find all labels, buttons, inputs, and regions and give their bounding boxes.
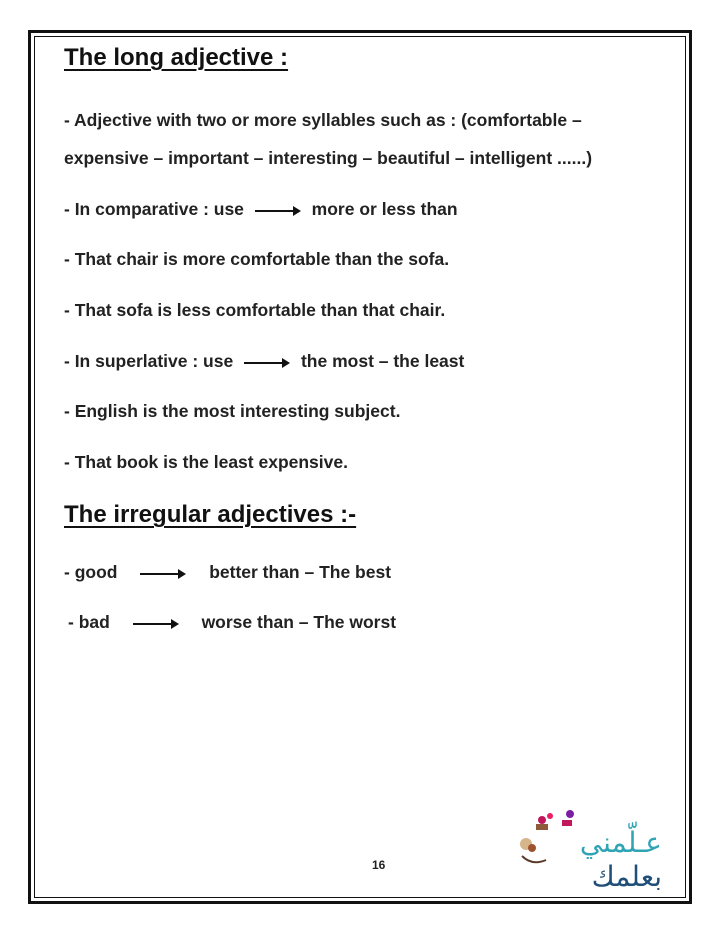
example-line-2: - That sofa is less comfortable than that chair.: [64, 300, 446, 320]
arrow-right-icon: [244, 356, 290, 368]
irregular-bad-value: worse than – The worst: [201, 612, 397, 632]
comparative-label: - In comparative : use: [64, 199, 244, 219]
irregular-good-value: better than – The best: [209, 562, 392, 582]
arrow-right-icon: [255, 204, 301, 216]
logo-text-top: عـلّمني: [579, 826, 662, 859]
comparative-value: more or less than: [311, 199, 458, 219]
superlative-value: the most – the least: [300, 351, 465, 371]
irregular-good-label: - good: [64, 562, 118, 582]
arrow-right-icon: [133, 617, 179, 629]
irregular-good-row: [64, 561, 391, 583]
brand-logo: [512, 806, 672, 896]
logo-decoration-icon: [520, 810, 574, 862]
heading-irregular-adjectives: The irregular adjectives :-: [64, 501, 357, 528]
comparative-rule: [64, 198, 458, 220]
definition-line-1: - Adjective with two or more syllables such as : (comfortable –: [64, 110, 582, 130]
arrow-right-icon: [140, 567, 186, 579]
irregular-bad-row: [68, 611, 396, 633]
example-line-1: - That chair is more comfortable than the sofa.: [64, 249, 450, 269]
example-line-3: - English is the most interesting subject.: [64, 401, 401, 421]
example-line-4: - That book is the least expensive.: [64, 452, 348, 472]
heading-long-adjective: The long adjective :: [64, 44, 289, 71]
logo-text-bottom: بعلمك: [591, 860, 662, 893]
superlative-label: - In superlative : use: [64, 351, 234, 371]
definition-line-2: expensive – important – interesting – beautiful – intelligent ......): [64, 148, 593, 168]
page-number: 16: [372, 858, 386, 872]
superlative-rule: [64, 350, 464, 372]
irregular-bad-label: - bad: [68, 612, 110, 632]
